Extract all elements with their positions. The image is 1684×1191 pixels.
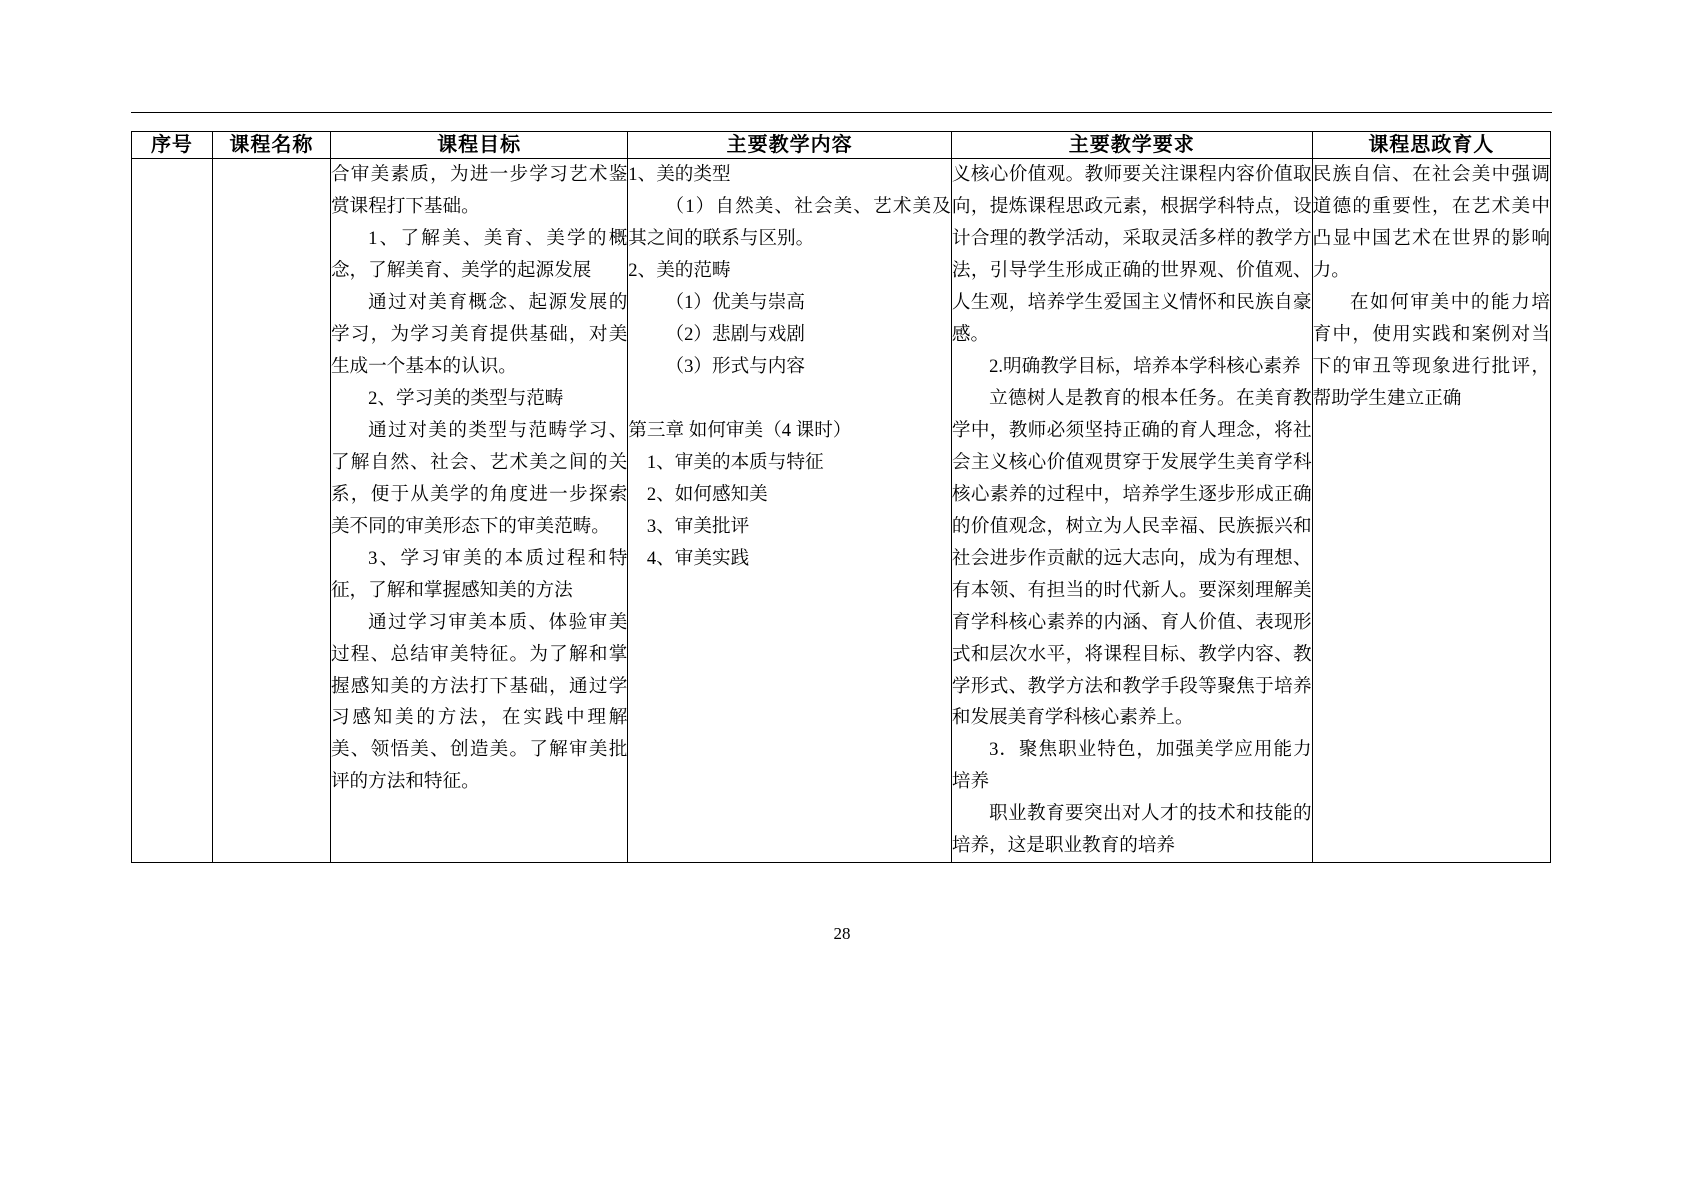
column-header-ideological-education: 课程思政育人 [1312,132,1550,159]
column-header-course-name: 课程名称 [212,132,330,159]
content-paragraph: （3）形式与内容 [665,355,805,377]
content-paragraph: 2、如何感知美 [646,483,768,505]
requirement-paragraph: 义核心价值观。教师要关注课程内容价值取向，提炼课程思政元素，根据学科特点，设计合理的教学活动，采取灵活多样的教学方法，引导学生形成正确的世界观、价值观、人生观，培养学生爱国主义情怀和民族自豪感。 [951,164,1312,345]
cell-no [132,159,213,863]
table-row [132,159,1551,863]
ideology-paragraph: 民族自信、在社会美中强调道德的重要性，在艺术美中凸显中国艺术在世界的影响力。 [1312,164,1550,281]
course-syllabus-table [131,131,1551,863]
content-paragraph: （1）优美与崇高 [665,291,805,313]
content-paragraph: 第三章 如何审美（4 课时） [628,419,852,441]
cell-teaching-requirement [951,159,1312,863]
header-rule [131,112,1552,113]
cell-ideological-education [1312,159,1550,863]
content-paragraph: 3、审美批评 [646,515,750,537]
requirement-paragraph: 2.明确教学目标，培养本学科核心素养 [989,355,1301,377]
column-header-teaching-content: 主要教学内容 [628,132,952,159]
goal-paragraph: 合审美素质，为进一步学习艺术鉴赏课程打下基础。 [330,164,628,217]
content-paragraph: 1、审美的本质与特征 [646,451,824,473]
requirement-paragraph: 3．聚焦职业特色，加强美学应用能力培养 [951,739,1312,793]
goal-paragraph: 通过学习审美本质、体验审美过程、总结审美特征。为了解和掌握感知美的方法打下基础，通过学习感知美的方法，在实践中理解美、领悟美、创造美。了解审美批评的方法和特征。 [330,611,628,793]
cell-teaching-content [628,159,952,863]
requirement-paragraph: 立德树人是教育的根本任务。在美育教学中，教师必须坚持正确的育人理念，将社会主义核心价值观贯穿于发展学生美育学科核心素养的过程中，培养学生逐步形成正确的价值观念，树立为人民幸福、民族振兴和社会进步作贡献的远大志向，成为有理想、有本领、有担当的时代新人。要深刻理解美育学科核心素养的内涵、育人价值、表现形式和层次水平，将课程目标、教学内容、教学形式、教学方法和教学手段等聚焦于培养和发展美育学科核心素养上。 [951,387,1312,729]
goal-paragraph: 2、学习美的类型与范畴 [368,387,564,409]
table-header-row [132,132,1551,159]
column-header-course-goal: 课程目标 [330,132,627,159]
column-header-no: 序号 [132,132,213,159]
column-header-teaching-requirement: 主要教学要求 [951,132,1312,159]
goal-paragraph: 3、学习审美的本质过程和特征，了解和掌握感知美的方法 [330,547,628,601]
content-paragraph: 2、美的范畴 [628,259,731,281]
content-paragraph: （1）自然美、社会美、艺术美及其之间的联系与区别。 [628,195,951,249]
content-paragraph: 1、美的类型 [628,164,731,185]
content-paragraph: 4、审美实践 [646,547,750,569]
goal-paragraph: 通过对美育概念、起源发展的学习，为学习美育提供基础，对美生成一个基本的认识。 [330,291,628,377]
content-paragraph: （2）悲剧与戏剧 [665,323,805,345]
content-spacer [628,383,951,415]
page-number: 28 [833,924,851,943]
cell-course-name [212,159,330,863]
requirement-paragraph: 职业教育要突出对人才的技术和技能的培养，这是职业教育的培养 [951,803,1312,857]
ideology-paragraph: 在如何审美中的能力培育中，使用实践和案例对当下的审丑等现象进行批评，帮助学生建立正确 [1312,291,1550,409]
goal-paragraph: 通过对美的类型与范畴学习、了解自然、社会、艺术美之间的关系，便于从美学的角度进一步探索美不同的审美形态下的审美范畴。 [330,419,628,537]
goal-paragraph: 1、了解美、美育、美学的概念，了解美育、美学的起源发展 [330,227,628,281]
cell-course-goal [330,159,627,863]
